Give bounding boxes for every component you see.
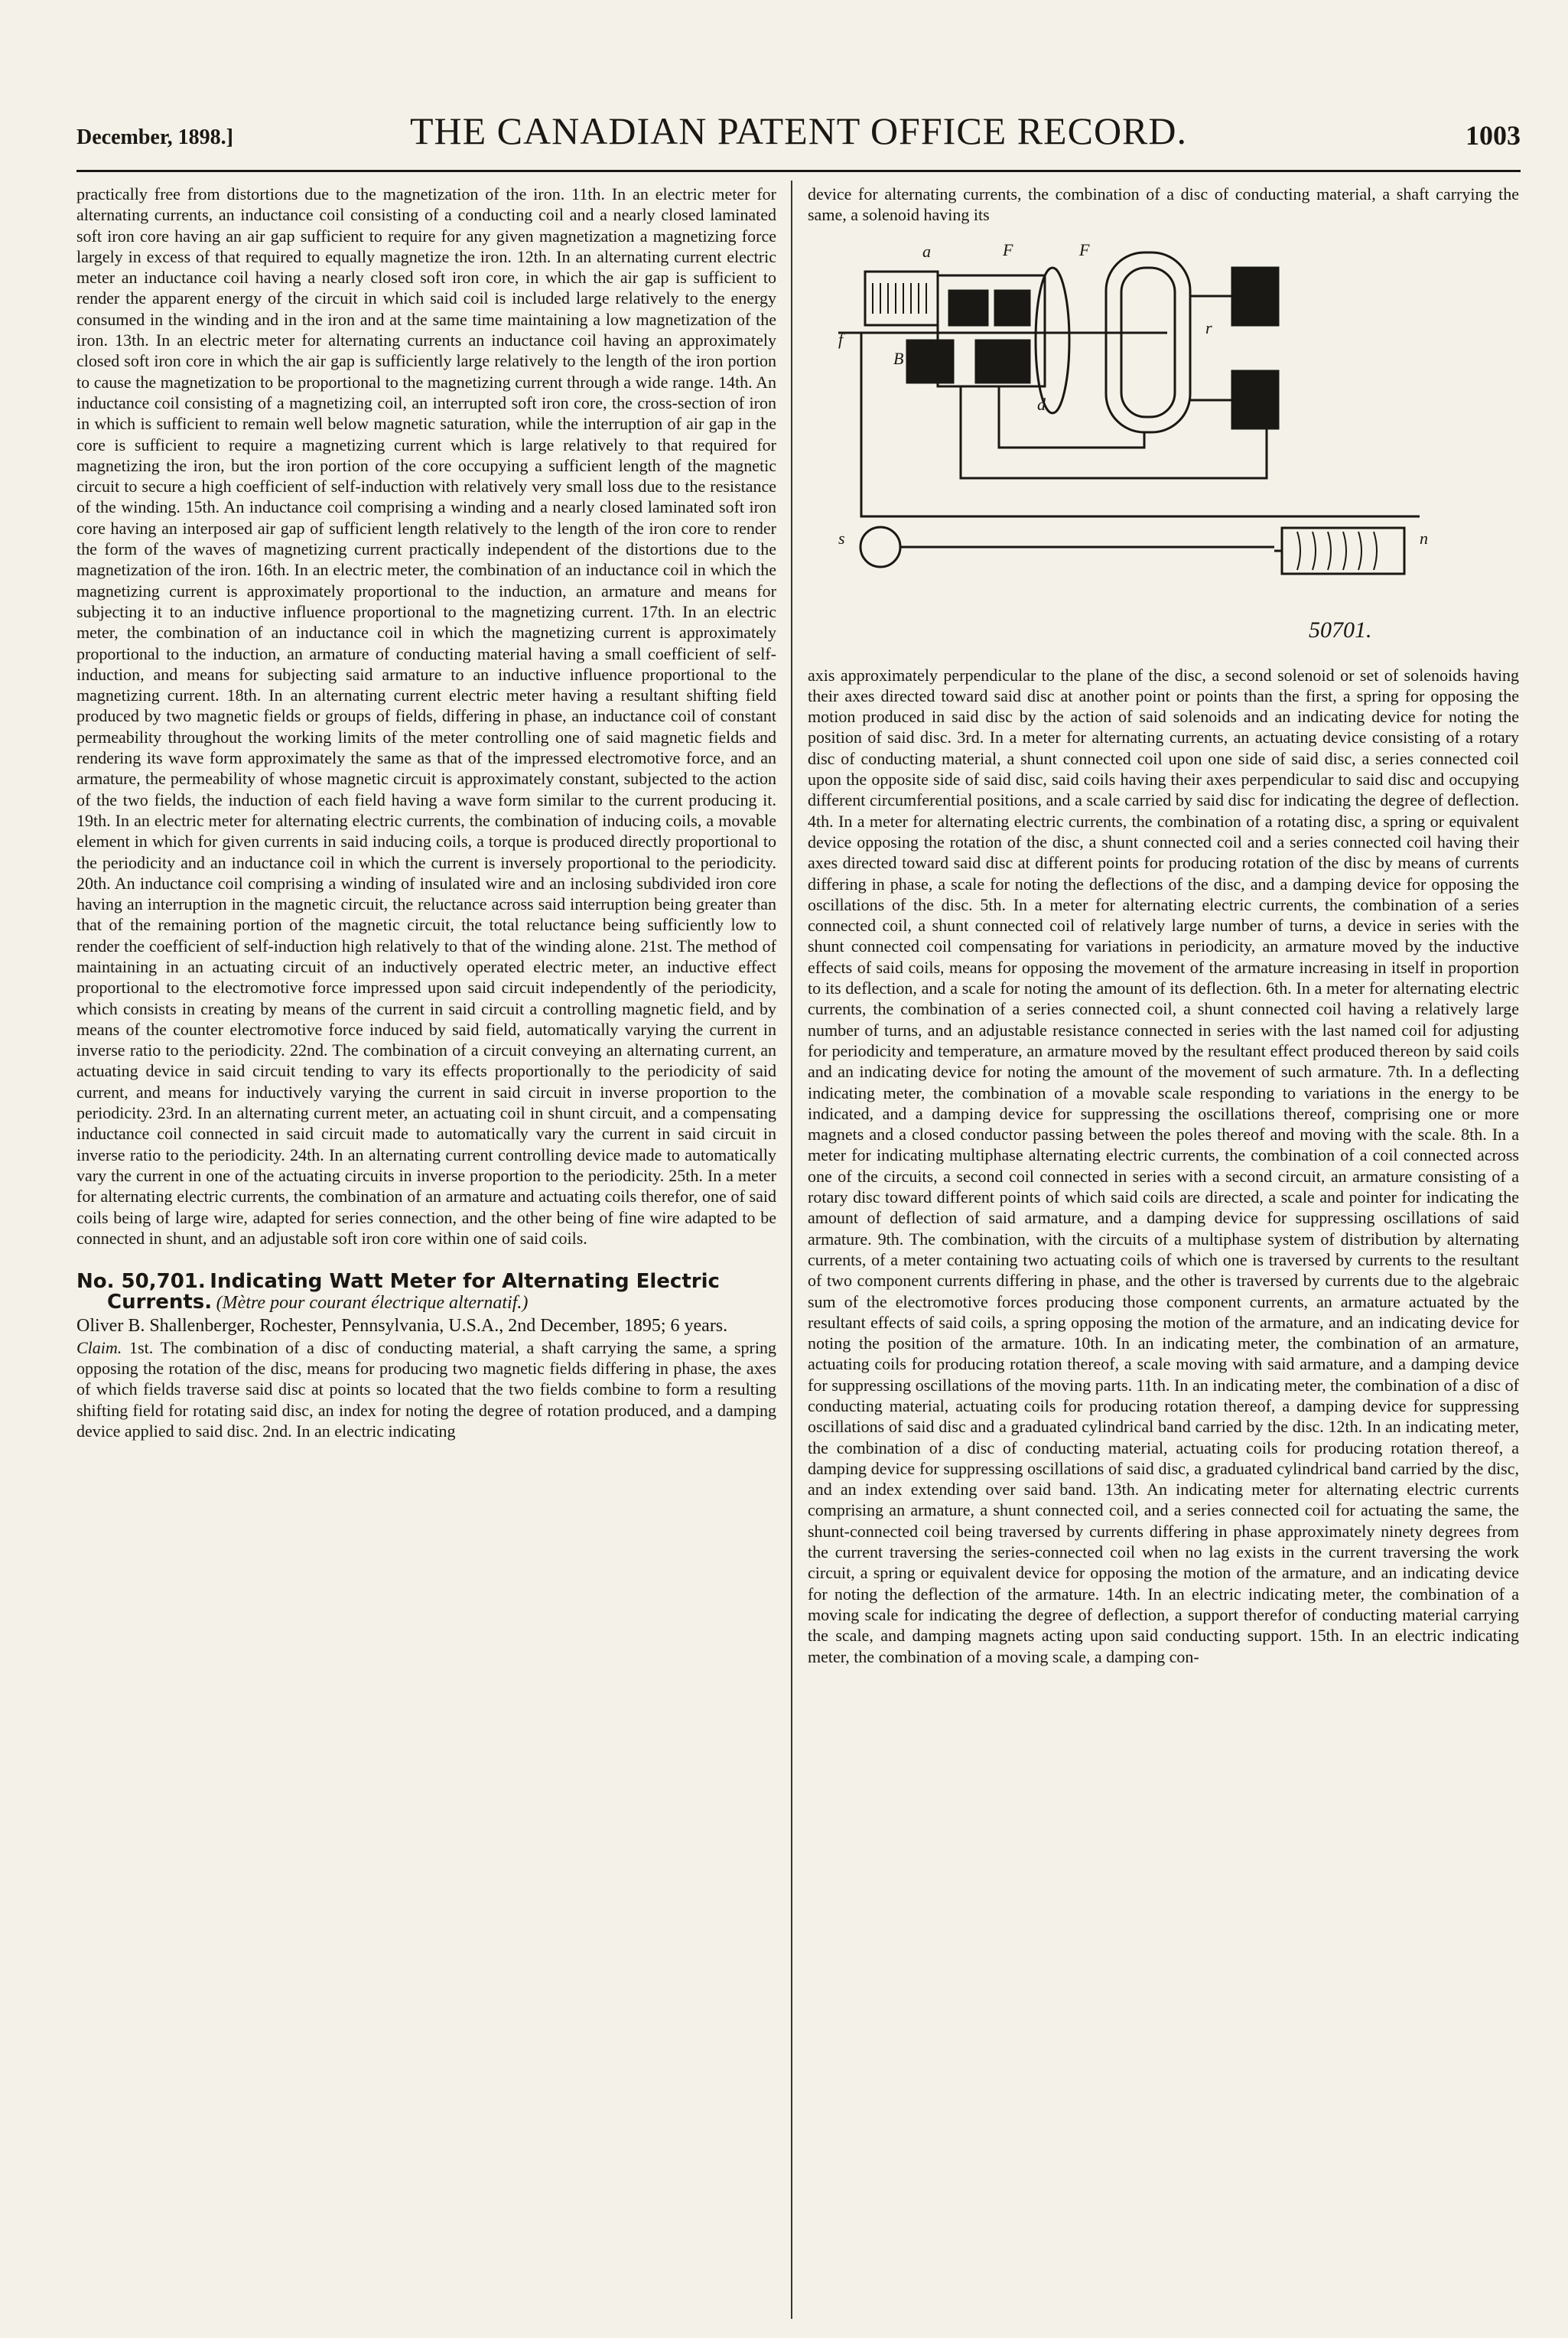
figure-label: F (1079, 239, 1090, 259)
figure-label: s (838, 528, 845, 548)
figure-label: F (1003, 239, 1013, 259)
figure-number: 50701. (1309, 617, 1372, 643)
column-rule (791, 181, 792, 2319)
publication-title: THE CANADIAN PATENT OFFICE RECORD. (409, 109, 1188, 152)
inventor-line: Oliver B. Shallenberger, Rochester, Pennsylvania, U.S.A., 2nd December, 1895; 6 years. (76, 1315, 728, 1336)
page-number: 1003 (1466, 120, 1521, 151)
patent-drawing (808, 226, 1519, 654)
figure-labels (808, 226, 1519, 654)
right-column (808, 184, 1519, 2318)
figure-label: a (922, 241, 931, 261)
patent-french-title: (Mètre pour courant électrique alternatif.) (216, 1293, 529, 1314)
figure-label: r (1205, 317, 1212, 337)
claim-continuation: device for alternating currents, the combination of a disc of conducting material, a shaft carrying the same, a solenoid having its (808, 184, 1519, 225)
figure-label: d (1037, 394, 1046, 414)
patent-heading (76, 1272, 776, 1314)
claim-label: Claim. (76, 1337, 122, 1357)
claim-text: 1st. The combination of a disc of conducting material, a shaft carrying the same, a spring opposing the rotation of the disc, means for producing two magnetic fields differing in phase, the axes of which fields traverse said disc at points so located that the two fields combine to form a resulting shifting field for rotating said disc, an index for noting the degree of rotation produced, and a damping device applied to said disc. 2nd. In an electric indicating (76, 1337, 776, 1441)
figure-label: B (893, 348, 904, 368)
claims-body: axis approximately perpendicular to the plane of the disc, a second solenoid or set of solenoids having their axes directed toward said disc at another point or points than the first, a spring for opposing the motion produced in said disc by the action of said solenoids and an indicating device for noting the position of said disc. 3rd. In a meter for alternating currents, an actuating device consisting of a rotary disc of conducting material, a shunt connected coil upon one side of said disc, a series connected coil upon the opposite side of said disc, said coils having their axes perpendicular to said disc and occupying different circumferential positions, and a scale carried by said disc for indicating the degree of deflection. 4th. In a meter for alternating electric currents, the combination of a rotating disc, a spring or equivalent device opposing the rotation of the disc, a shunt connected coil and a series connected coil having their axes directed toward said disc at different points for producing rotation of the disc by means of currents differing in phase, a scale for noting the deflections of the disc, and a damping device for opposing the oscillations of the disc. 5th. In a meter for alternating electric currents, the combination of a series connected coil, a shunt connected coil of relatively large number of turns, a device in series with the shunt connected coil compensating for variations in periodicity, an armature moved by the inductive effects of said coils, means for opposing the movement of the armature increasing in itself in proportion to its deflection, and a scale for noting the amount of its deflection. 6th. In a meter for alternating electric currents, the combination of a series connected coil, a shunt connected coil having a relatively large number of turns, and an adjustable resistance connected in series with the last named coil for adjusting for periodicity and temperature, an armature moved by the resultant effect produced thereon by said coils and an indicating device for noting the amount of the movement of such armature. 7th. In a deflecting indicating meter, the combination of a movable scale responding to variations in the energy to be indicated, and a damping device for suppressing the oscillations thereof, comprising one or more magnets and a closed conductor passing between the poles thereof and moving with the scale. 8th. In a meter for indicating multiphase alternating electric currents, the combination of a coil connected across one of the circuits, a second coil connected in series with a second circuit, an armature consisting of a rotary disc toward different points of which said coils are directed, a scale and pointer for indicating the amount of deflection of said armature, and a damping device for suppressing oscillations of said armature. 9th. The combination, with the circuits of a multiphase system of distribution by alternating currents, of a meter containing two actuating coils of which one is traversed by currents to the resultant of two component currents differing in phase, and the other is traversed by currents due to the algebraic sum of the electromotive forces producing those component currents, an armature actuated by the resultant effects of said coils, a spring opposing the motion of the armature, and an indicating device for noting the position of the armature. 10th. In an indicating meter, the combination of an armature, actuating coils for producing rotation thereof, a scale moving with said armature, and a damping device for suppressing oscillations of the moving parts. 11th. In an indicating meter, the combination of a disc of conducting material, actuating coils for producing rotation thereof, a damping device for suppressing oscillations of said disc and a graduated cylindrical band carried by the disc. 12th. In an indicating meter, the combination of a disc of conducting material, actuating coils for producing rotation thereof, a damping device for suppressing oscillations of said disc, a graduated cylindrical band carried by the disc, and an index extending over said band. 13th. An indicating meter for alternating electric currents comprising an armature, a shunt connected coil, and a series connected coil for actuating the same, the shunt-connected coil being traversed by currents differing in phase approximately ninety degrees from the current traversing the series-connected coil when no lag exists in the current traversing the work circuit, a spring or equivalent device for opposing the motion of the armature, and an indicating device for noting the deflection of the armature. 14th. In an electric indicating meter, the combination of a moving scale for indicating the degree of deflection, a support therefor of conducting material carrying the scale, and damping magnets acting upon said conducting support. 15th. In an electric indicating meter, the combination of a moving scale, a damping con- (808, 665, 1519, 1666)
patent-title: Indicating Watt Meter for Alternating Electric Currents. (107, 1270, 720, 1314)
issue-date: December, 1898.] (76, 125, 234, 149)
figure-label: f (838, 329, 844, 349)
left-column (76, 184, 776, 2318)
patent-number: No. 50,701. (76, 1270, 206, 1294)
figure-label: n (1420, 528, 1428, 548)
running-header (76, 109, 1521, 162)
previous-patent-claims: practically free from distortions due to the magnetization of the iron. 11th. In an electric meter for alternating currents, an inductance coil consisting of a conducting coil and a nearly closed laminated soft iron core having an air gap sufficient to require for any given magnetization a magnetizing force largely in excess of that required to equally magnetize the iron. 12th. In an alternating current electric meter an inductance coil having a nearly closed soft iron core, in which the air gap is sufficient to render the apparent energy of the circuit in which said coil is included large relatively to the energy consumed in the winding and in the iron and at the same time maintaining a low magnetization of the iron. 13th. In an electric meter for alternating currents an inductance coil having an approximately closed soft iron core in which the air gap is sufficiently large relatively to the length of the iron portion to cause the magnetization to be proportional to the magnetizing current through a wide range. 14th. An inductance coil consisting of a magnetizing coil, an interrupted soft iron core, the cross-section of iron in which is sufficient to remain well below magnetic saturation, while the interruption of air gap in the core is sufficient to require a magnetizing current which is large relatively to that required for magnetizing the iron, but the iron portion of the core occupying a sufficient length of the magnetic circuit to secure a high coefficient of self-induction with relatively very small loss due to the resistance of the winding. 15th. An inductance coil comprising a winding and a nearly closed laminated soft iron core having an interposed air gap of sufficient length relatively to the length of the iron core to render the form of the waves of magnetizing current practically independent of the distortions due to the magnetization of the iron. 16th. In an electric meter, the combination of an inductance coil in which the magnetizing current is approximately proportional to the induction, an armature and means for subjecting it to an inductive influence proportional to the magnetizing current. 17th. In an electric meter, the combination of an inductance coil in which the magnetizing current is approximately proportional to the induction, an armature of conducting material having a small coefficient of self-induction, and means for subjecting said armature to an inductive influence proportional to the magnetizing current. 18th. In an alternating current electric meter having a resultant shifting field produced by two magnetic fields or groups of fields, differing in phase, an inductance coil of constant permeability throughout the working limits of the meter controlling one of said magnetic fields and rendering its wave form approximately the same as that of the impressed electromotive force, and an armature, the permeability of whose magnetic circuit is approximately constant, subjected to the action of the two fields, the induction of each field having a wave form similar to the current producing it. 19th. In an electric meter for alternating electric currents, the combination of inducing coils, a movable element in which for given currents in said inducing coils, a torque is produced directly proportional to the periodicity and an inductance coil in which the current is inversely proportional to the periodicity. 20th. An inductance coil comprising a winding of insulated wire and an inclosing subdivided iron core having an interruption in the magnetic circuit, the reluctance across said interruption being greater than that of the remaining portion of the magnetic circuit, the total reluctance being sufficiently low to render the coefficient of self-induction high relatively to that of the winding alone. 21st. The method of maintaining in an actuating circuit of an inductively operated electric meter, an inductive effect proportional to the electromotive force impressed upon said circuit independently of the periodicity, which consists in creating by means of the current in said circuit a controlling magnetic field, and by means of the counter electromotive force induced by said field, automatically varying the current in inverse ratio to the periodicity. 22nd. The combination of a circuit conveying an alternating current, an actuating device in said circuit tending to vary its effects proportionally to the periodicity of said current, and means for inductively varying the current in said circuit in inverse proportion to the periodicity. 23rd. In an alternating current meter, an actuating coil in shunt circuit, and a compensating inductance coil connected in said circuit made to automatically vary the current in said circuit in inverse ratio to the periodicity. 24th. In an alternating current controlling device made to automatically vary the current in one of the actuating circuits in inverse proportion to the periodicity. 25th. In a meter for alternating electric currents, the combination of an armature and actuating coils therefor, one of said coils being of large wire, adapted for series connection, and the other being of fine wire adapted to be connected in shunt, and an adjustable soft iron core within one of said coils. (76, 184, 776, 1248)
header-rule (76, 170, 1521, 172)
patent-claims (76, 1337, 776, 1441)
